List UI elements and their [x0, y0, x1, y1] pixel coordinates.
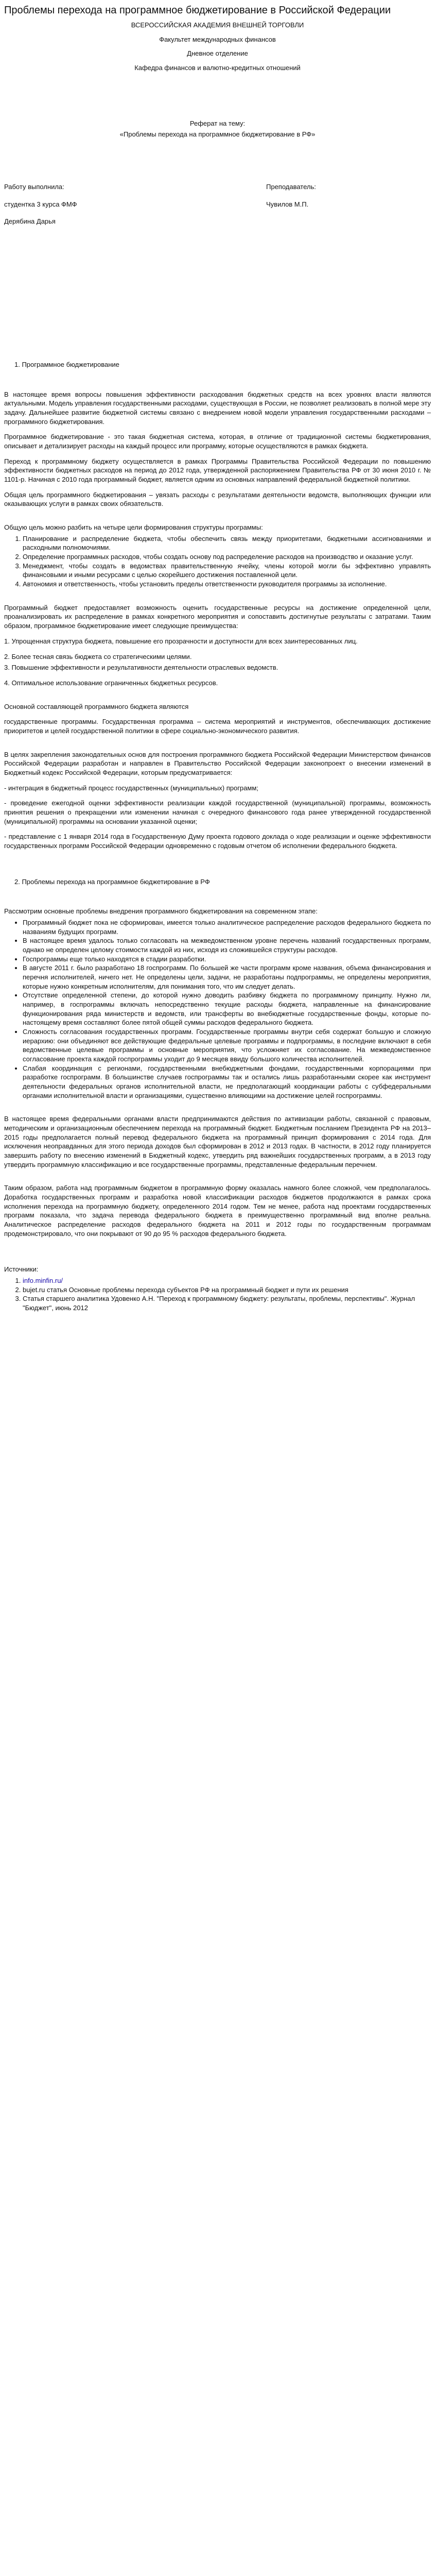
source-link[interactable]: info.minfin.ru/ [23, 1277, 63, 1285]
s1-paragraph: Общую цель можно разбить на четыре цели формирования структуры программы: [4, 523, 263, 532]
s1-paragraph: - интеграция в бюджетный процесс государственных (муниципальных) программ; [4, 784, 258, 792]
s1-paragraph: Основной составляющей программного бюджета являются [4, 702, 189, 710]
source-item[interactable] [23, 1276, 431, 1285]
list-item: • Отсутствие определенной степени, до которой нужно доводить разбивку бюджета по программному принципу. Нужно ли, например, в госпрограммы включать непосредственно текущие расходы бюджета, направленные на финансирование функционирования ряда министерств и ведомств, или трансферты во внебюджетные государственные фонды, которые по-настоящему время составляют более пятой общей суммы расходов федерального бюджета. [23, 991, 431, 1027]
section-1-title: 1. Программное бюджетирование [14, 361, 119, 369]
academy-name: ВСЕРОССИЙСКАЯ АКАДЕМИЯ ВНЕШНЕЙ ТОРГОВЛИ [131, 21, 304, 29]
list-item: • Слабая координация с регионами, государственными внебюджетными фондами, государственными корпорациями при разработке госпрограмм. В большинстве случаев госпрограммы так и остались лишь разработанными скорее как инструмент деятельности федеральных органов исполнительной власти, не предполагающий координации работы с субфедеральными органами исполнительной власти и организациями, существенно влияющими на достижение целей госпрограммы. [23, 1064, 431, 1100]
list-item: 1. Планирование и распределение бюджета, чтобы обеспечить связь между приоритетами, бюджетными ассигнованиями и расходными полномочиями. [23, 534, 431, 552]
advantage-item: 3. Повышение эффективности и результативности деятельности отраслевых ведомств. [4, 664, 278, 672]
faculty-name: Факультет международных финансов [159, 35, 276, 43]
report-label: Реферат на тему: [189, 119, 246, 127]
s1-paragraph: государственные программы. Государственная программа – система мероприятий и инструментов, обеспечивающих достижение приоритетов и целей государственной политики в сфере социально-экономического развития. [4, 718, 431, 735]
advantage-item: 4. Оптимальное использование ограниченных бюджетных ресурсов. [4, 679, 218, 687]
list-item: • Программный бюджет пока не сформирован, имеется только аналитическое распределение расходов федерального бюджета по названиям будущих программ. [23, 918, 431, 936]
list-item: • Госпрограммы еще только находятся в стадии разработки. [23, 955, 431, 964]
s2-paragraph: Рассмотрим основные проблемы внедрения программного бюджетирования на современном этапе: [4, 907, 318, 916]
source-item: 3. Статья старшего аналитика Удовенко А.Н. "Переход к программному бюджету: результаты, проблемы, перспективы". Журнал "Бюджет", июнь 2012 [23, 1294, 431, 1312]
department-form: Дневное отделение [187, 49, 248, 58]
list-item: 4. Автономия и ответственность, чтобы установить пределы ответственности руководителя программы за исполнение. [23, 580, 431, 589]
s1-paragraph: - представление с 1 января 2014 года в Государственную Думу проекта годового доклада о ходе реализации и оценке эффективности государственных программ Российской Федерации одновременно с годовым отчетом об исполнении федерального бюджета. [4, 833, 431, 850]
list-item: 3. Менеджмент, чтобы создать в ведомствах правительственную ячейку, члены которой могли бы эффективно управлять финансовыми и иными ресурсами с целью скорейшего достижения поставленной цели. [23, 562, 431, 580]
source-item: 2. bujet.ru статья Основные проблемы перехода субъектов РФ на программный бюджет и пути их решения [23, 1285, 431, 1295]
s1-paragraph: Программное бюджетирование - это такая бюджетная система, которая, в отличие от традиционной системы бюджетирования, описывает и детализирует расходы на каждый процесс или программу, которые осуществляются в рамках бюджета. [4, 433, 431, 450]
teacher-label: Преподаватель: [266, 183, 316, 191]
signature-row [4, 182, 431, 192]
student-name: Дерябина Дарья [4, 217, 56, 226]
chair-name: Кафедра финансов и валютно-кредитных отношений [134, 64, 301, 72]
student-line: студентка 3 курса ФМФ [4, 200, 77, 208]
student-teacher-row [4, 200, 431, 209]
s2-paragraph: В настоящее время федеральными органами власти предпринимаются действия по активизации работы, связанной с правовым, методическим и организационным обеспечением перехода на программный бюджет. Бюджетным посланием Президента РФ на 2013–2015 годы предполагается полный перевод федерального бюджета на программный принцип формирования с 2014 года. Для исключения неоправданных для этого периода доходов был сформирован в 2012 и 2013 годах. В частности, в 2012 году планируется завершить работу по внесению изменений в Бюджетный кодекс, утвердить ряд важнейших государственных программ, а в 2013 году утвердить программную классификацию и все государственные программы, представленные федеральным перечнем. [4, 1115, 431, 1168]
report-topic: «Проблемы перехода на программное бюджетирование в РФ» [119, 130, 316, 139]
sources-title: Источники: [4, 1265, 39, 1274]
list-item: • В настоящее время удалось только согласовать на межведомственном уровне перечень названий государственных программ, однако не определен целому стоимости каждой из них, исходя из сложившейся структуры расходов. [23, 936, 431, 954]
s1-paragraph: Программный бюджет предоставляет возможность оценить государственные ресурсы на достижение определенной цели, проанализировать их распределение в рамках конкретного мероприятия и сопоставить достигнутые результаты с затратами. Таким образом, программное бюджетирование имеет следующие преимущества: [4, 603, 431, 630]
s1-paragraph: В настоящее время вопросы повышения эффективности расходования бюджетных средств на всех уровнях власти являются актуальными. Модель управления государственными расходами, существующая в России, не позволяет реализовать в полной мере эту задачу. Дальнейшее развитие бюджетной системы связано с внедрением новой модели управления государственными расходами – программного бюджетирования. [4, 390, 431, 426]
s1-paragraph: Переход к программному бюджету осуществляется в рамках Программы Правительства Российской Федерации по повышению эффективности бюджетных расходов на период до 2012 года, утвержденной распоряжением Правительства РФ от 30 июня 2010 г. № 1101-р. Начиная с 2010 года программный бюджет, является одним из основных направлений федеральной бюджетной политики. [4, 457, 431, 484]
list-item: • В августе 2011 г. было разработано 18 госпрограмм. По большей же части программ кроме названия, объема финансирования и перечня исполнителей, ничего нет. Не определены цели, задачи, не разработаны подпрограммы, не определены мероприятия, которые нужно конкретным исполнителям, для понимания того, что им следует делать. [23, 963, 431, 991]
s1-paragraph: - проведение ежегодной оценки эффективности реализации каждой государственной (муниципальной) программы, возможность принятия решения о прекращении или изменении начиная с очередного финансового года ранее утвержденной государственной (муниципальной) программы на основании указанной оценки; [4, 799, 431, 825]
problems-list [4, 918, 431, 1100]
s1-paragraph: В целях закрепления законодательных основ для построения программного бюджета Российской Федерации Министерством финансов Российской Федерации разработан и направлен в Правительство Российской Федерации законопроект о внесении изменений в Бюджетный кодекс Российской Федерации, которым предусматривается: [4, 750, 431, 776]
sources-list [4, 1276, 431, 1313]
list-item: 2. Определение программных расходов, чтобы создать основу под распределение расходов на производство и оказание услуг. [23, 552, 431, 562]
performed-label: Работу выполнила: [4, 183, 64, 191]
document-title: Проблемы перехода на программное бюджетирование в Российской Федерации [4, 5, 391, 16]
s1-paragraph: Общая цель программного бюджетирования – увязать расходы с результатами деятельности ведомств, выполняющих функции или оказывающих услуги в рамках своих обязательств. [4, 490, 431, 508]
list-item: • Сложность согласования государственных программ. Государственные программы внутри себя содержат большую и сложную иерархию: они объединяют все действующие федеральные целевые программы и подпрограммы, в последние включают в себя ведомственные целевые программы и основные мероприятия, что усложняет их согласование. На межведомственное согласование проекта каждой госпрограммы уходит до 9 месяцев ввиду большого количества исполнителей. [23, 1027, 431, 1064]
section-2-title: 2. Проблемы перехода на программное бюджетирование в РФ [14, 877, 210, 886]
goals-list [4, 534, 431, 589]
advantage-item: 1. Упрощенная структура бюджета, повышение его прозрачности и доступности для всех заинтересованных лиц. [4, 637, 358, 645]
teacher-name: Чувилов М.П. [266, 200, 309, 208]
s2-paragraph: Таким образом, работа над программным бюджетом в программную форму оказалась намного более сложной, чем предполагалось. Доработка государственных программ и разработка новой классификации расходов бюджетов продолжаются в рамках срока исполнения перехода на программную бюджету, определенного 2014 годом. Тем не менее, работа над проектами государственных программ показала, что задача перевода федерального бюджета в преимущественно программный вид вполне реальна. Аналитическое распределение расходов федерального бюджета на 2011 и 2012 годы по государственным программам продемонстрировало, что они покрывают от 90 до 95 % расходов федерального бюджета. [4, 1184, 431, 1238]
advantage-item: 2. Более тесная связь бюджета со стратегическими целями. [4, 652, 192, 660]
